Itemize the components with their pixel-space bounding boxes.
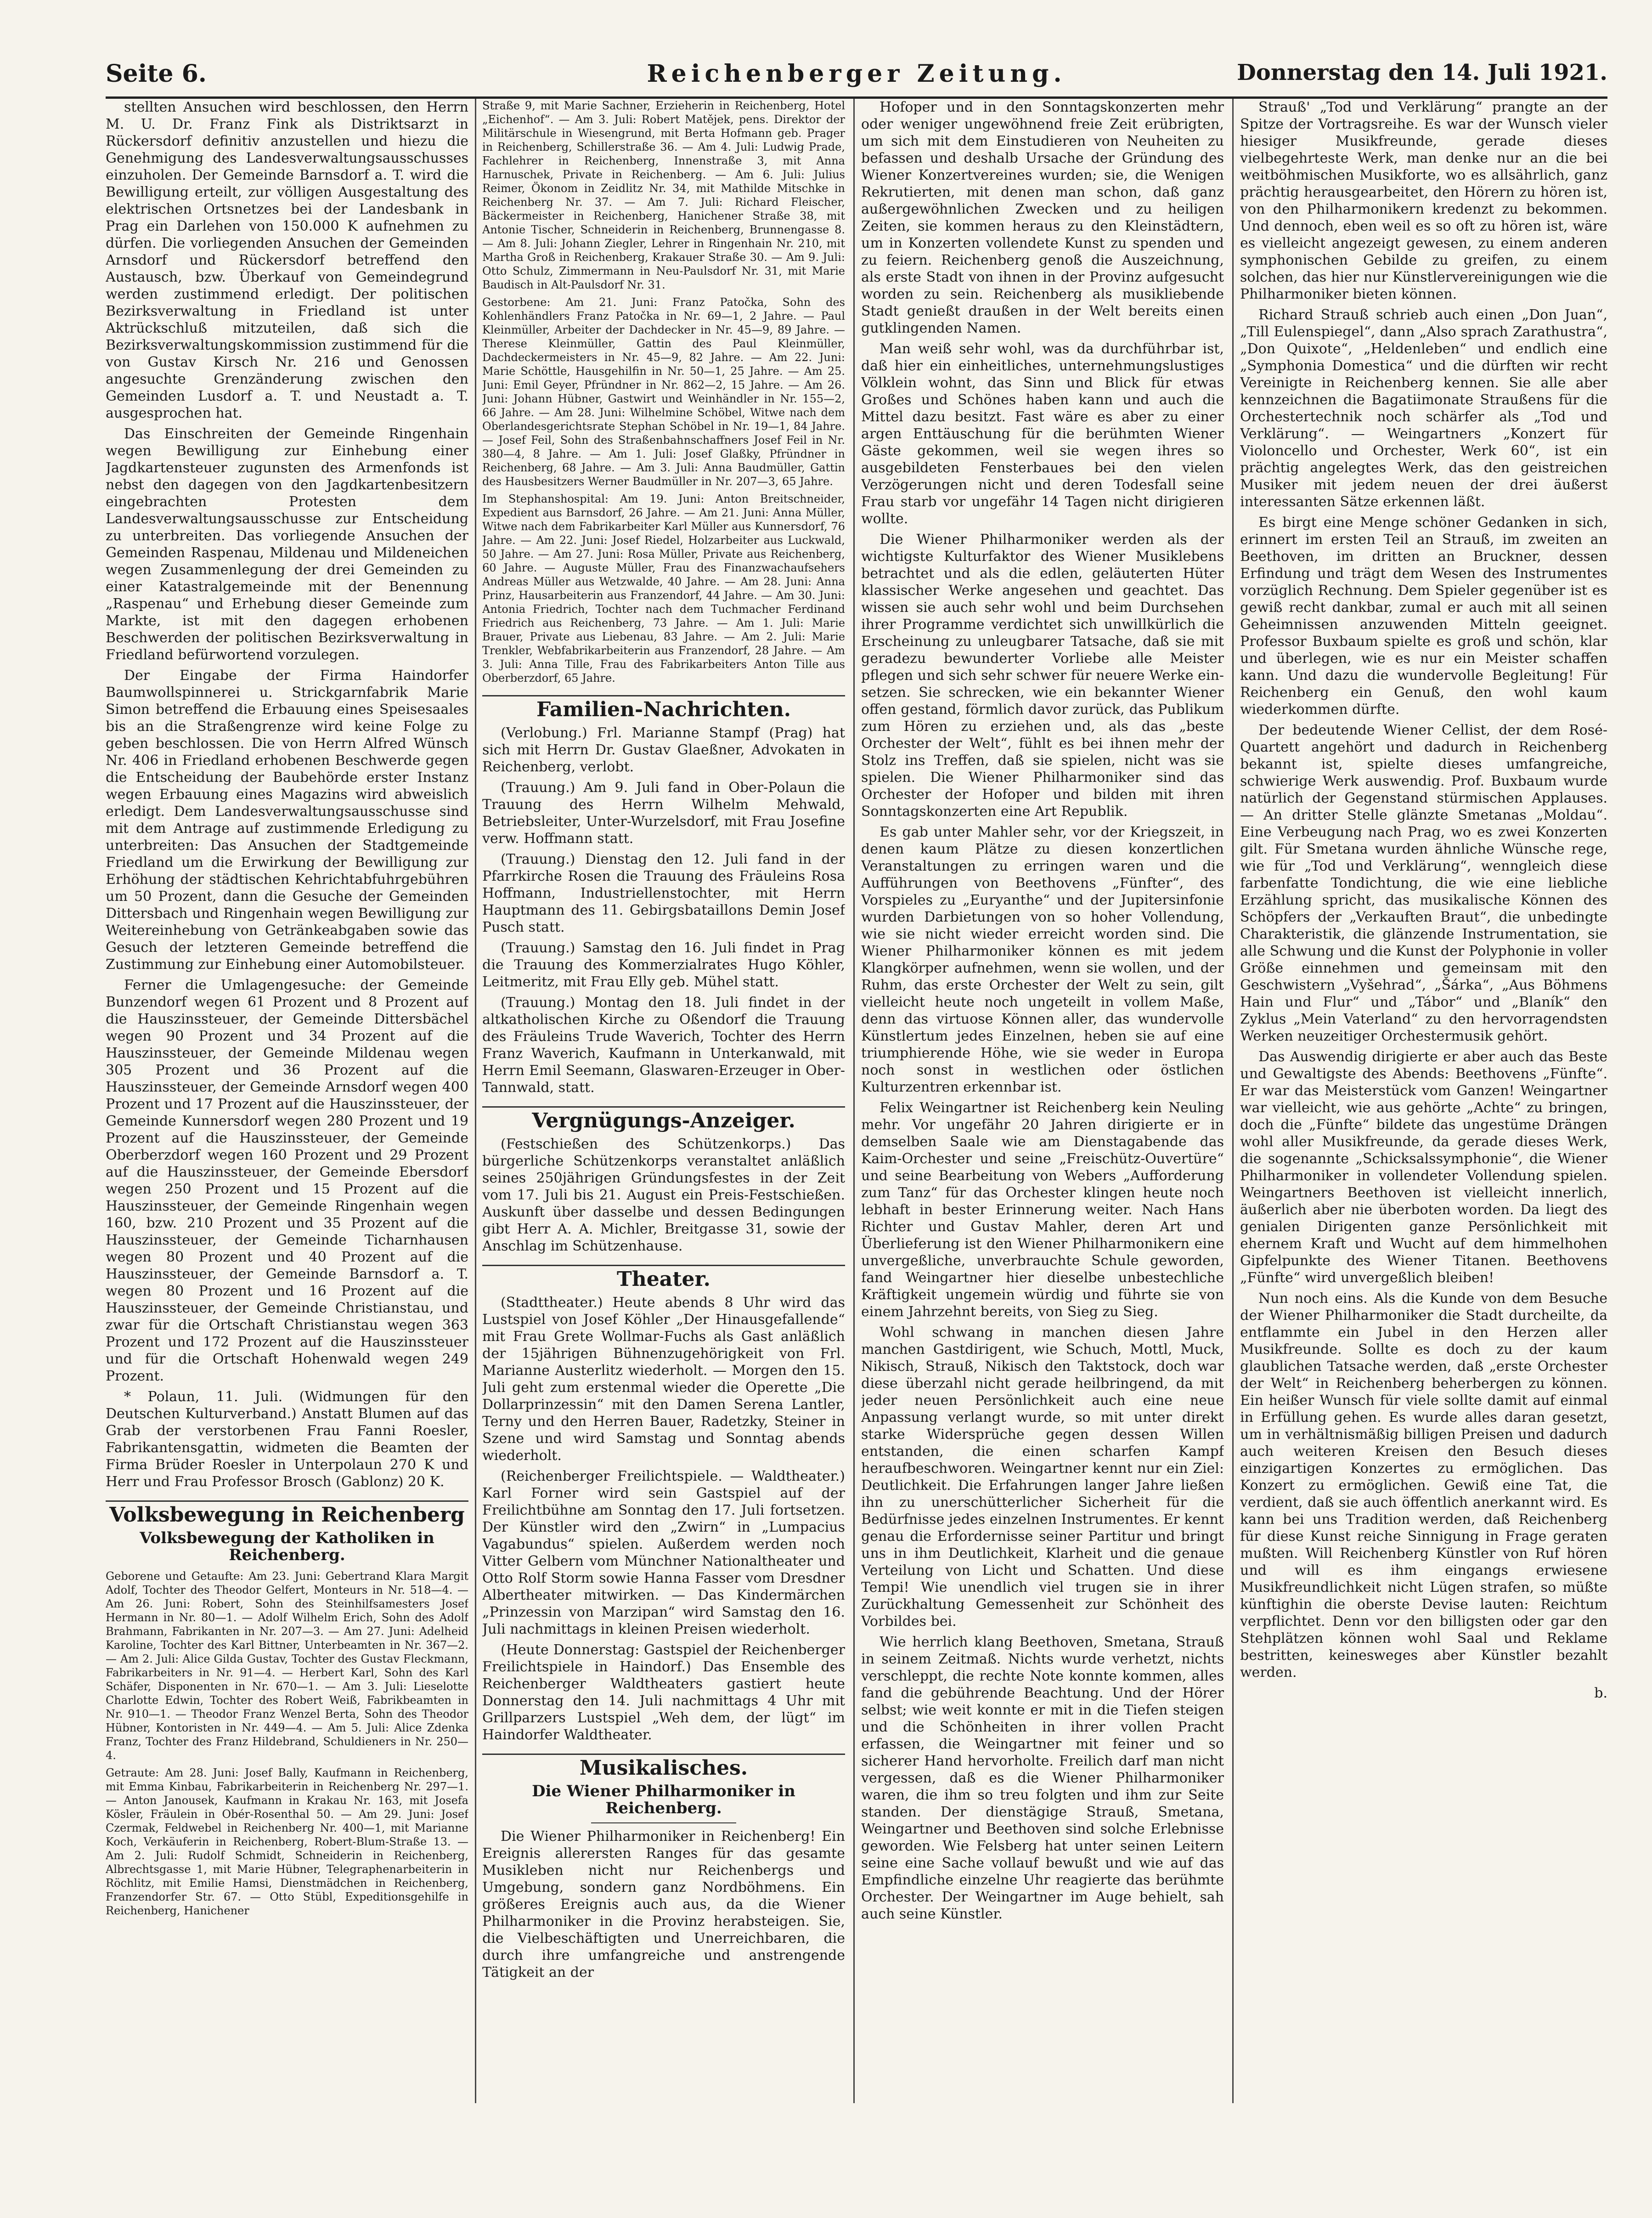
section-heading: Familien-Nachrichten. [482,695,845,718]
article-paragraph: * Polaun, 11. Juli. (Widmungen für den Deutschen Kulturverband.) Anstatt Blumen auf das Grab der verstorbenen Frau Fanni Roesler, Fabrikantensgattin, widmeten die Beamten der Firma Brüder Roesler in Unterpolaun 270 K und Herr und Frau Professor Brosch (Gablonz) 20 K. [106,1389,468,1490]
column-2 [482,99,845,2103]
article-paragraph: (Heute Donnerstag: Gastspiel der Reichenberger Freilichtspiele in Haindorf.) Das Ensemble des Reichenberger Waldtheaters gastiert heute Donnerstag den 14. Juli nachmittags 4 Uhr mit Grillparzers Lustspiel „Weh dem, der lügt“ im Haindorfer Waldtheater. [482,1642,845,1743]
column-divider [853,99,855,2103]
article-paragraph: (Verlobung.) Frl. Marianne Stampf (Prag) hat sich mit Herrn Dr. Gustav Glaeßner, Advokaten in Reichenberg, verlobt. [482,725,845,775]
article-paragraph: Es gab unter Mahler sehr, vor der Kriegszeit, in denen kaum Plätze zu diesen konzertlichen Veranstaltungen zu erringen waren und die Aufführungen von Beethovens „Fünfter“, des Vorspieles zu „Euryanthe“ und der Jupitersinfonie wurden Darbietungen von so hoher Vollendung, wie sie nicht wieder erreicht worden sind. Die Wiener Philharmoniker können es mit jedem Klangkörper aufnehmen, wenn sie wollen, und der Ruhm, das erste Orchester der Welt zu sein, gilt vielleicht heute noch ungeteilt in vollem Maße, denn das virtuose Können aller, das wundervolle Künstlertum jedes Einzelnen, heben sie auf eine triumphierende Höhe, wie sie weder in Europa noch sonst in westlichen oder östlichen Kulturzentren erkennbar ist. [861,824,1224,1095]
registry-paragraph: Im Stephanshospital: Am 19. Juni: Anton Breitschneider, Expedient aus Barnsdorf, 26 Jahre. — Am 21. Juni: Anna Müller, Witwe nach dem Fabrikarbeiter Karl Müller aus Kunnersdorf, 76 Jahre. — Am 22. Juni: Josef Riedel, Holzarbeiter aus Luckwald, 50 Jahre. — Am 27. Juni: Rosa Müller, Private aus Reichenberg, 60 Jahre. — Auguste Müller, Frau des Finanzwachaufsehers Andreas Müller aus Wetzwalde, 40 Jahre. — Am 28. Juni: Anna Prinz, Hausarbeiterin aus Franzendorf, 44 Jahre. — Am 30. Juni: Antonia Friedrich, Tochter nach dem Tuchmacher Ferdinand Friedrich aus Reichenberg, 73 Jahre. — Am 1. Juli: Marie Brauer, Private aus Liebenau, 83 Jahre. — Am 2. Juli: Marie Trenkler, Webfabrikarbeiterin aus Franzendorf, 28 Jahre. — Am 3. Juli: Anna Tille, Frau des Fabrikarbeiters Anton Tille aus Oberberzdorf, 65 Jahre. [482,492,845,685]
article-paragraph: (Stadttheater.) Heute abends 8 Uhr wird das Lustspiel von Josef Köhler „Der Hinausgefallende“ mit Frau Grete Wollmar-Fuchs als Gast anläßlich der 15jährigen Bühnenzugehörigkeit von Frl. Marianne Austerlitz wiederholt. — Morgen den 15. Juli geht zum erstenmal wieder die Operette „Die Dollarprinzessin“ mit den Damen Serena Lantler, Terny und den Herren Bauer, Radetzky, Steiner in Szene und wird Samstag und Sonntag abends wiederholt. [482,1295,845,1464]
registry-paragraph: Gestorbene: Am 21. Juni: Franz Patočka, Sohn des Kohlenhändlers Franz Patočka in Nr. 69—1, 2 Jahre. — Paul Kleinmüller, Arbeiter der Dachdecker in Nr. 45—9, 89 Jahre. — Therese Kleinmüller, Gattin des Paul Kleinmüller, Dachdeckermeisters in Nr. 45—9, 82 Jahre. — Am 22. Juni: Marie Schöttle, Hausgehilfin in Nr. 50—1, 25 Jahre. — Am 25. Juni: Emil Geyer, Pfründner in Nr. 862—2, 15 Jahre. — Am 26. Juni: Johann Hübner, Gastwirt und Weinhändler in Nr. 155—2, 66 Jahre. — Am 28. Juni: Wilhelmine Schöbel, Witwe nach dem Oberlandesgerichtsrate Stephan Schöbel in Nr. 19—1, 84 Jahre. — Josef Feil, Sohn des Straßenbahnschaffners Josef Feil in Nr. 380—4, 8 Jahre. — Am 1. Juli: Josef Glaßky, Pfründner in Reichenberg, 68 Jahre. — Am 3. Juli: Anna Baudmüller, Gattin des Hausbesitzers Werner Baudmüller in Nr. 207—3, 65 Jahre. [482,296,845,488]
article-paragraph: (Trauung.) Dienstag den 12. Juli fand in der Pfarrkirche Rosen die Trauung des Fräuleins Rosa Hoffmann, Industriellenstochter, mit Herrn Hauptmann des 11. Gebirgsbataillons Demin Josef Pusch statt. [482,851,845,935]
issue-date: Donnerstag den 14. Juli 1921. [1237,60,1607,85]
page-number: Seite 6. [106,60,207,88]
article-paragraph: Ferner die Umlagengesuche: der Gemeinde Bunzendorf wegen 61 Prozent und 8 Prozent auf die Hauszinssteuer, der Gemeinde Dittersbächel wegen 90 Prozent und 34 Prozent auf die Hauszinssteuer, der Gemeinde Mildenau wegen 305 Prozent und 36 Prozent auf die Hauszinssteuer, der Gemeinde Arnsdorf wegen 400 Prozent und 17 Prozent auf die Hauszinssteuer, der Gemeinde Kunnersdorf wegen 280 Prozent und 19 Prozent auf die Hauszinssteuer, der Gemeinde Oberberzdorf wegen 160 Prozent und 29 Prozent auf die Hauszinssteuer, der Gemeinde Ebersdorf wegen 250 Prozent und 15 Prozent auf die Hauszinssteuer, der Gemeinde Ringenhain wegen 160, bzw. 210 Prozent und 35 Prozent auf die Hauszinssteuer, der Gemeinde Ticharnhausen wegen 80 Prozent und 40 Prozent auf die Hauszinssteuer, der Gemeinde Barnsdorf a. T. wegen 80 Prozent und 16 Prozent auf die Hauszinssteuer, der Gemeinde Christianstau, und zwar für die Ortschaft Christianstau wegen 363 Prozent und 172 Prozent auf die Hauszinssteuer und für die Ortschaft Hohenwald wegen 249 Prozent. [106,977,468,1384]
article-paragraph: (Trauung.) Samstag den 16. Juli findet in Prag die Trauung des Kommerzialrates Hugo Köhler, Leitmeritz, mit Frau Elly geb. Mühel statt. [482,940,845,990]
section-heading: Theater. [482,1265,845,1288]
section-heading: Musikalisches. [482,1754,845,1777]
column-1 [106,99,468,2103]
article-paragraph: (Trauung.) Montag den 18. Juli findet in der altkatholischen Kirche zu Oßendorf die Trauung des Fräuleins Trude Waverich, Tochter des Herrn Franz Waverich, Kaufmann in Unterkanwald, mit Herrn Emil Seemann, Glaswaren-Erzeuger in Ober-Tannwald, statt. [482,995,845,1096]
divider [591,1822,736,1823]
article-paragraph: Es birgt eine Menge schöner Gedanken in sich, erinnert im ersten Teil an Strauß, im zweiten an Beethoven, im dritten an Bruckner, dessen Erfindung und trägt dem Wesen des Instrumentes vorzüglich Rechnung. Dem Spieler gegenüber ist es gewiß recht dankbar, zumal er auch mit all seinen Geheimnissen anzuwenden Mitteln geeignet. Professor Buxbaum spielte es groß und schön, klar und überlegen, wie es nur ein Meister schaffen kann. Und dazu die wundervolle Begleitung! Für Reichenberg ein Genuß, den wohl kaum wiederkommen dürfte. [1240,515,1607,718]
section-heading: Volksbewegung in Reichenberg [106,1500,468,1523]
column-3 [861,99,1224,2103]
article-paragraph: Wie herrlich klang Beethoven, Smetana, Strauß in seinem Zeitmaß. Nichts wurde verhetzt, nichts verschleppt, die rechte Note konnte kommen, alles fand die gebührende Beachtung. Und der Hörer selbst; wie weit konnte er mit in die Tiefen steigen und die Schönheiten in ihrer vollen Pracht erfassen, die Weingartner mit feiner und so sicherer Hand hervorholte. Freilich darf man nicht vergessen, daß es die Wiener Philharmoniker waren, die ihm so treu folgten und ihm zur Seite standen. Der dienstägige Strauß, Smetana, Weingartner und Beethoven sind solche Erlebnisse geworden. Wie Felsberg hat unter seinen Leitern seine eine Sache vollauf bewußt und wie auf das Empfindliche einzelne Uhr reagierte das berühmte Orchester. Der Weingartner im Auge behielt, sah auch seine Künstler. [861,1634,1224,1922]
section-subheading: Die Wiener Philharmoniker in Reichenberg. [532,1782,795,1817]
column-4 [1240,99,1607,2103]
article-paragraph: (Festschießen des Schützenkorps.) Das bürgerliche Schützenkorps veranstaltet anläßlich seines 250jährigen Gründungsfestes in der Zeit vom 17. Juli bis 21. August ein Preis-Festschießen. Auskunft über dasselbe und dessen Bedingungen gibt Herr A. A. Michler, Breitgasse 31, sowie der Anschlag im Schützenhause. [482,1136,845,1254]
column-divider [475,99,476,2103]
article-paragraph: Man weiß sehr wohl, was da durchführbar ist, daß hier ein einheitliches, unternehmungslustiges Völklein wohnt, das Sinn und Blick für etwas Großes und Schönes haben kann und auch die Mittel dazu besitzt. Fast wäre es aber zu einer argen Enttäuschung für die berühmten Wiener Gäste gekommen, weil sie wegen ihres so ausgebildeten Fensterbaues bei den vielen Verzögerungen nicht und deren Todesfall seine Frau starb vor ungefähr 14 Tagen nicht dirigieren wollte. [861,341,1224,527]
section-subheading: Volksbewegung der Katholiken in Reichenberg. [140,1529,434,1564]
article-paragraph: Der Eingabe der Firma Haindorfer Baumwollspinnerei u. Strickgarnfabrik Marie Simon betreffend die Erbauung eines Speisesaales bis an die Straßengrenze wird keine Folge zu geben beschlossen. Die von Herrn Alfred Wünsch Nr. 406 in Friedland erhobenen Beschwerde gegen die Entscheidung der Baubehörde erster Instanz wegen Erbauung eines Magazins wird abweislich erledigt. Dem Landesverwaltungsausschusse sind mit dem Antrage auf zustimmende Erledigung zu unterbreiten: Das Ansuchen der Stadtgemeinde Friedland um die Erwirkung der Bewilligung zur Erhöhung der städtischen Kehrichtabfuhrgebühren um 50 Prozent, dann die Gesuche der Gemeinden Dittersbach und Ringenhain wegen Bewilligung zur Weitereinhebung von Getränkeabgaben sowie das Gesuch der letzteren Gemeinde betreffend die Zustimmung zur Einhebung einer Automobilsteuer. [106,668,468,973]
article-paragraph: stellten Ansuchen wird beschlossen, den Herrn M. U. Dr. Franz Fink als Distriktsarzt in Rückersdorf definitiv anzustellen und hiezu die Genehmigung des Landesverwaltungsausschusses einzuholen. Der Gemeinde Barnsdorf a. T. wird die Bewilligung erteilt, zur völligen Ausgestaltung des elektrischen Ortsnetzes bei der Landesbank in Prag ein Darlehen von 150.000 K aufnehmen zu dürfen. Die vorliegenden Ansuchen der Gemeinden Arnsdorf und Rückersdorf betreffend den Austausch, bzw. Überkauf von Gemeindegrund werden zustimmend erledigt. Der politischen Bezirksverwaltung in Friedland ist unter Aktrückschluß mitzuteilen, daß sich die Bezirksverwaltungskommission zustimmend für die von Gustav Kirsch Nr. 216 und Genossen angesuchte Grenzänderung zwischen den Gemeinden Lusdorf a. T. und Neustadt a. T. ausgesprochen hat. [106,99,468,421]
article-paragraph: Die Wiener Philharmoniker in Reichenberg! Ein Ereignis allerersten Ranges für das gesamte Musikleben nicht nur Reichenbergs und Umgebung, sondern ganz Nordböhmens. Ein größeres Ereignis auch aus, da die Wiener Philharmoniker in die Provinz herabsteigen. Sie, die Vielbeschäftigten und Unerreichbaren, die durch ihre umfangreiche und anstrengende Tätigkeit an der [482,1828,845,1980]
newspaper-title: Reichenberger Zeitung. [647,60,1066,88]
registry-paragraph: Getraute: Am 28. Juni: Josef Bally, Kaufmann in Reichenberg, mit Emma Kinbau, Fabrikarbeiterin in Reichenberg Nr. 297—1. — Anton Janousek, Kaufmann in Krakau Nr. 163, mit Josefa Kösler, Fräulein in Obér-Rosenthal 50. — Am 29. Juni: Josef Czermak, Feldwebel in Reichenberg Nr. 400—1, mit Marianne Koch, Verkäuferin in Reichenberg, Robert-Blum-Straße 13. — Am 2. Juli: Rudolf Schmidt, Schneiderin in Reichenberg, Albrechtsgasse 1, mit Marie Hübner, Telegraphenarbeiterin in Röchlitz, mit Emilie Hamsi, Dienstmädchen in Reichenberg, Franzendorfer Str. 67. — Otto Stübl, Expeditionsgehilfe in Reichenberg, Hanichener [106,1766,468,1917]
page-header [106,55,1607,99]
column-divider [1232,99,1234,2103]
article-paragraph: Das Einschreiten der Gemeinde Ringenhain wegen Bewilligung zur Einhebung einer Jagdkartensteuer zugunsten des Armenfonds ist nebst den dagegen von den Jagdkartenbesitzern eingebrachten Protesten dem Landesverwaltungsausschusse zur Entscheidung zu unterbreiten. Das vorliegende Ansuchen der Gemeinden Raspenau, Mildenau und Mildeneichen wegen Zusammenlegung der drei Gemeinden zu einer Katastralgemeinde mit der Benennung „Raspenau“ und Erhebung dieser Gemeinde zum Markte, ist mit den dagegen erhobenen Beschwerden der politischen Bezirksverwaltung in Friedland befürwortend vorzulegen. [106,426,468,663]
article-paragraph: Nun noch eins. Als die Kunde von dem Besuche der Wiener Philharmoniker die Stadt durcheilte, da entflammte ein Jubel in den Herzen aller Musikfreunde. Sollte es doch zu der kaum glaublichen Tatsache werden, daß „erste Orchester der Welt“ in Reichenberg beherbergen zu können. Ein heißer Wunsch für viele sollte damit auf einmal in Erfüllung gehen. Es wurde alles daran gesetzt, um in verhältnismäßig billigen Preisen und dadurch auch weiteren Kreisen den Besuch dieses einzigartigen Konzertes zu ermöglichen. Das Konzert zu ermöglichen. Gewiß eine Tat, die verdient, daß sie auch öffentlich anerkannt wird. Es kann bei uns Tradition werden, daß Reichenberg für diese Kunst reiche Sinnigung in Frage geraten mußten. Will Reichenberg Künstler von Ruf hören und will es ihm eingangs erwiesene Musikfreundlichkeit nicht Lügen strafen, so müßte künftighin die oberste Devise lauten: Reichtum verpflichtet. Denn vor den billigsten oder gar den Stehplätzen können wohl Saal und Reklame bestritten, keinesweges aber Künstler bezahlt werden. [1240,1290,1607,1680]
article-paragraph: Die Wiener Philharmoniker werden als der wichtigste Kulturfaktor des Wiener Musiklebens betrachtet und als die edlen, geläuterten Hüter klassischer Werke angesehen und geachtet. Das wissen sie auch sehr wohl und beim Durchsehen ihrer Programme verdichtet sich unwillkürlich die Erscheinung zu unleugbarer Tatsache, daß sie mit geradezu bewunderter Vorliebe alle Meister pflegen und sich sehr schwer für neuere Werke ein-setzen. Sie schrecken, wie ein bekannter Wiener offen gestand, förmlich davor zurück, das Publikum zum Hören zu erziehen und, als das „beste Orchester der Welt“, fühlt es bei ihnen mehr der Stolz ins Treffen, daß sie spielen, nicht was sie spielen. Die Wiener Philharmoniker sind das Orchester der Hofoper und bilden mit ihren Sonntagskonzerten eine Art Republik. [861,532,1224,820]
article-paragraph: (Trauung.) Am 9. Juli fand in Ober-Polaun die Trauung des Herrn Wilhelm Mehwald, Betriebsleiter, Unter-Wurzelsdorf, mit Frau Josefine verw. Hoffmann statt. [482,780,845,847]
article-paragraph: Strauß' „Tod und Verklärung“ prangte an der Spitze der Vortragsreihe. Es war der Wunsch vieler hiesiger Musikfreunde, gerade dieses vielbegehrteste Werk, man denke nur an die bei weitböhmischen Musikforte, wo es allsährlich, ganz prächtig herausgearbeitet, den Hörern zu hören ist, von den Philharmonikern kredenzt zu bekommen. Und dennoch, eben weil es so oft zu hören ist, wäre es vielleicht angezeigt gewesen, zu einem anderen symphonischen Gebilde zu greifen, zu einem solchen, das hier nur Künstlervereinigungen wie die Philharmoniker bieten können. [1240,99,1607,302]
registry-paragraph: Geborene und Getaufte: Am 23. Juni: Gebertrand Klara Margit Adolf, Tochter des Theodor Gelfert, Monteurs in Nr. 518—4. — Am 26. Juni: Robert, Sohn des Steinhilfsamesters Josef Hermann in Nr. 80—1. — Adolf Wilhelm Erich, Sohn des Adolf Brahmann, Fabrikanten in Nr. 207—3. — Am 27. Juni: Adelheid Karoline, Tochter des Karl Bittner, Unterbeamten in Nr. 367—2. — Am 2. Juli: Alice Gilda Gustav, Tochter des Gustav Fleckmann, Fabrikarbeiters in Nr. 91—4. — Herbert Karl, Sohn des Karl Schäfer, Disponenten in Nr. 670—1. — Am 3. Juli: Lieselotte Charlotte Edwin, Tochter des Robert Weiß, Fabrikbeamten in Nr. 910—1. — Theodor Franz Wenzel Berta, Sohn des Theodor Hübner, Kontoristen in Nr. 449—4. — Am 5. Juli: Alice Zdenka Franz, Tochter des Franz Hildebrand, Schuldieners in Nr. 250—4. [106,1570,468,1762]
article-paragraph: (Reichenberger Freilichtspiele. — Waldtheater.) Karl Forner wird sein Gastspiel auf der Freilichtbühne am Sonntag den 17. Juli fortsetzen. Der Künstler wird den „Zwirn“ in „Lumpacius Vagabundus“ spielen. Außerdem werden noch Vitter Gelbern vom Münchner Nationaltheater und Otto Rolf Storm sowie Hanna Fasser vom Dresdner Albertheater mitwirken. — Das Kindermärchen „Prinzessin von Marzipan“ wird Samstag den 16. Juli nachmittags in kleinen Preisen wiederholt. [482,1468,845,1637]
article-paragraph: Das Auswendig dirigierte er aber auch das Beste und Gewaltigste des Abends: Beethovens „Fünfte“. Er war das Meisterstück vom Ganzen! Weingartner war vielleicht, wie aus gehörte „Achte“ zu bringen, doch die „Fünfte“ bildete das ungestüme Drängen wohl aller Musikfreunde, da gerade dieses Werk, die sogenannte „Schicksalssymphonie“, die Wiener Philharmoniker in vollendeter Vollendung spielen. Weingartners Beethoven ist vielleicht innerlich, äußerlich aber nie überboten worden. Da liegt des genialen Dirigenten ganze Persönlichkeit mit ehernem Kraft und Wucht auf dem himmelhohen Gipfelpunkte des Wiener Titanen. Beethovens „Fünfte“ wird unvergeßlich bleiben! [1240,1049,1607,1286]
article-paragraph: Hofoper und in den Sonntagskonzerten mehr oder weniger ungewöhnend freie Zeit erübrigten, um sich mit dem Einstudieren von Neuheiten zu befassen und deshalb Ursache der Gründung des Wiener Konzertvereines wurden; sie, die Wenigen Rekrutierten, mit denen man schon, daß ganz außergewöhnlichen Zwecken und zu heiligen Zeiten, sie kommen heraus zu den Kleinstädtern, um in Konzerten vollendete Kunst zu spenden und zu feiern. Reichenberg genoß die Auszeichnung, als erste Stadt von ihnen in der Provinz aufgesucht worden zu sein. Reichenberg als musikliebende Stadt genießt draußen in der Welt bereits einen gutklingenden Namen. [861,99,1224,336]
article-paragraph: Richard Strauß schrieb auch einen „Don Juan“, „Till Eulenspiegel“, dann „Also sprach Zarathustra“, „Don Quixote“, „Heldenleben“ und endlich eine „Symphonia Domestica“ und die dürften wir recht Vereinigte in Reichenberg kennen. Sie alle aber kennzeichnen die Bagatiimonate Straußens für die Orchestertechnik noch schärfer als „Tod und Verklärung“. — Weingartners „Konzert für Violoncello und Orchester, Werk 60“, ist ein prächtig angelegtes Werk, das den geistreichen Musiker mit jedem neuen der drei äußerst interessanten Sätze erkennen läßt. [1240,307,1607,510]
article-paragraph: Felix Weingartner ist Reichenberg kein Neuling mehr. Vor ungefähr 20 Jahren dirigierte er in demselben Saale wie am Dienstagabende das Kaim-Orchester und seine „Freischütz-Ouvertüre“ und seine Bearbeitung von Webers „Aufforderung zum Tanz“ für das Orchester klingen heute noch lebhaft in bester Erinnerung weiter. Nach Hans Richter und Gustav Mahler, deren Art und Überlieferung ist den Wiener Philharmonikern eine unvergeßliche, unverbrauchte Schule geworden, fand Weingartner hier dieselbe unbestechliche Kräftigkeit ungemein würdig und führte sie von einem Jahrzehnt bereits, von Sieg zu Sieg. [861,1100,1224,1320]
author-signature: b. [1594,1685,1607,1701]
section-heading: Vergnügungs-Anzeiger. [482,1106,845,1129]
registry-paragraph: Straße 9, mit Marie Sachner, Erzieherin in Reichenberg, Hotel „Eichenhof“. — Am 3. Juli: Robert Matějek, pens. Direktor der Militärschule in Wiesengrund, mit Berta Hofmann geb. Prager in Reichenberg, Schillerstraße 36. — Am 4. Juli: Ludwig Prade, Fachlehrer in Reichenberg, Innenstraße 3, mit Anna Harnuschek, Private in Reichenberg. — Am 6. Juli: Julius Reimer, Ökonom in Zeidlitz Nr. 34, mit Mathilde Mitschke in Reichenberg Nr. 37. — Am 7. Juli: Richard Fleischer, Bäckermeister in Reichenberg, Hanichener Straße 38, mit Antonie Tischer, Schneiderin in Reichenberg, Brunnengasse 8. — Am 8. Juli: Johann Ziegler, Lehrer in Ringenhain Nr. 210, mit Martha Groß in Reichenberg, Krakauer Straße 30. — Am 9. Juli: Otto Schulz, Zimmermann in Neu-Paulsdorf Nr. 31, mit Marie Baudisch in Alt-Paulsdorf Nr. 31. [482,99,845,291]
article-paragraph: Der bedeutende Wiener Cellist, der dem Rosé-Quartett angehört und dadurch in Reichenberg bekannt ist, spielte dieses umfangreiche, schwierige Werk auswendig. Prof. Buxbaum wurde natürlich der Gegenstand stürmischen Applauses. — An dritter Stelle glänzte Smetanas „Moldau“. Eine Verbeugung nach Prag, wo es zwei Konzerten gilt. Für Smetana wurden ähnliche Wünsche rege, wie für „Tod und Verklärung“, wenngleich diese farbenfatte Tondichtung, die wie eine liebliche Erzählung spricht, das musikalische Können des Schöpfers der „Verkauften Braut“, die unbedingte Charakteristik, die glänzende Instrumentation, sie alle Schwung und die Kunst der Polyphonie in voller Größe einnehmen und gemeinsam mit den Geschwistern „Vyšehrad“, „Šárka“, „Aus Böhmens Hain und Flur“ und „Tábor“ und „Blaník“ den Zyklus „Mein Vaterland“ zu den hervorragendsten Werken neuzeitiger Orchestermusik gehört. [1240,722,1607,1044]
article-paragraph: Wohl schwang in manchen diesen Jahre manchen Gastdirigent, wie Schuch, Mottl, Muck, Nikisch, Strauß, Nikisch den Taktstock, doch war diese überzahl nicht gerade heilbringend, da mit jeder neuen Persönlichkeit auch eine neue Anpassung verlangt wurde, so mit unter direkt starke Widersprüche gegen dessen Willen entstanden, die einen scharfen Kampf heraufbeschworen. Weingartner kennt nur ein Ziel: Deutlichkeit. Die Erfahrungen langer Jahre ließen ihn zu unerschütterlicher Sicherheit für die Bedürfnisse jedes einzelnen Instrumentes. Er kennt genau die Erfordernisse seiner Partitur und bringt uns in ihm Deutlichkeit, Klarheit und die genaue Verteilung von Licht und Schatten. Und diese Tempi! Wie unendlich viel trugen sie in ihrer Zurückhaltung Gemessenheit zur Schönheit des Vorbildes bei. [861,1324,1224,1630]
